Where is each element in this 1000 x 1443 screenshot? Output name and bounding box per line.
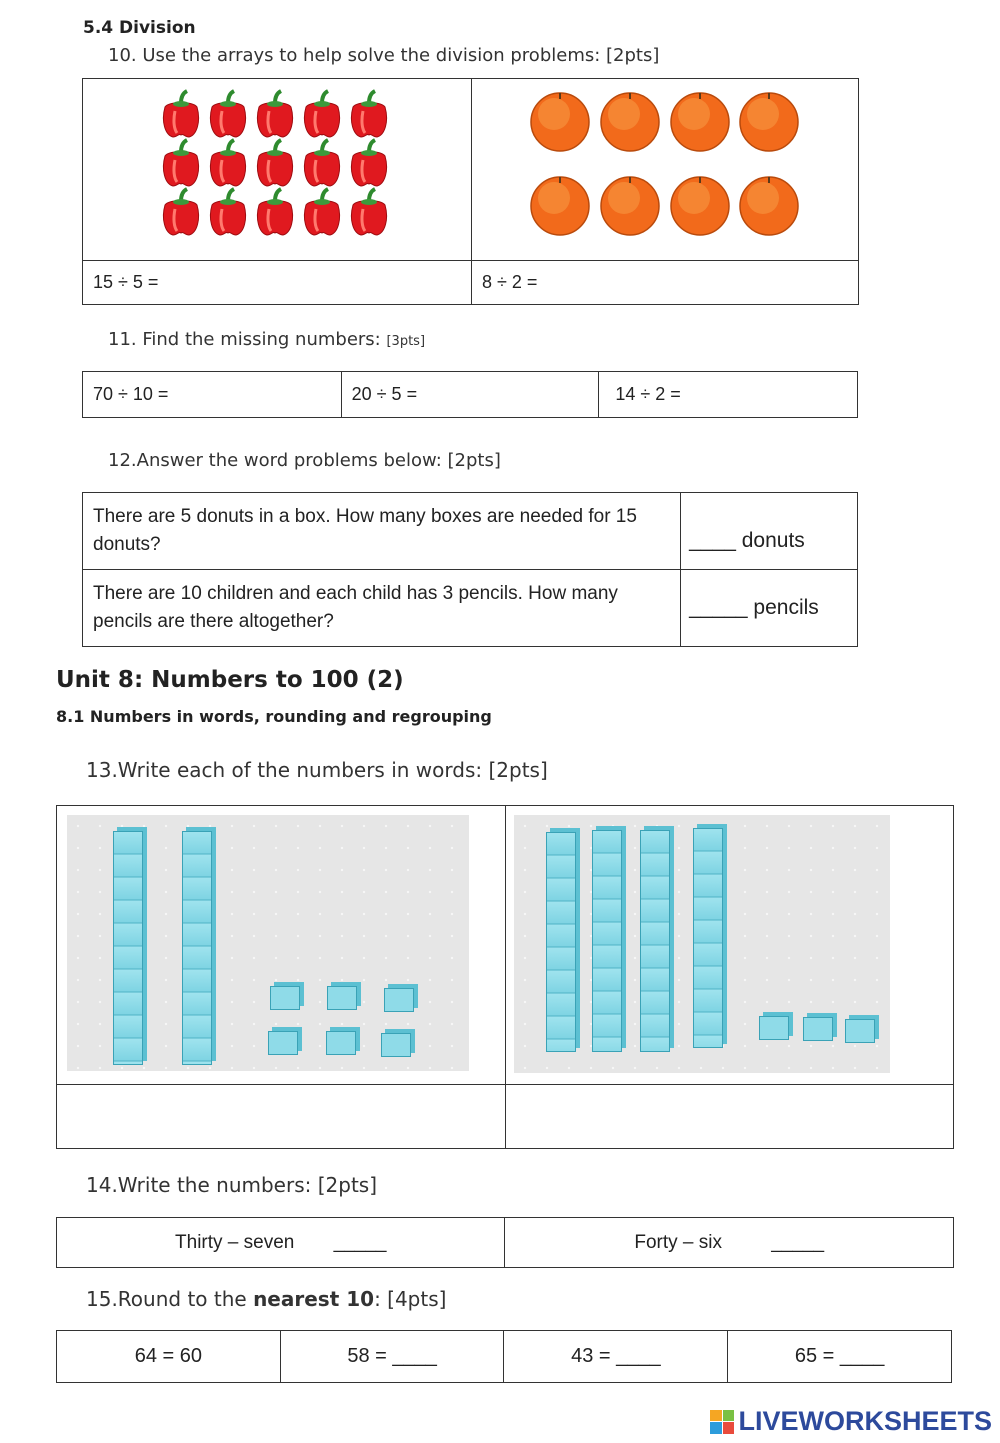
q10-right-equation[interactable]: 8 ÷ 2 =: [472, 261, 859, 305]
brand-name: LIVEWORKSHEETS: [738, 1406, 992, 1436]
write-number-cell[interactable]: [505, 1218, 954, 1268]
q12-prompt: 12.Answer the word problems below: [2pts]: [108, 450, 501, 471]
liveworksheets-logo[interactable]: [710, 1406, 992, 1437]
base-ten-blocks-26: [67, 815, 469, 1071]
q11-prompt-text: 11. Find the missing numbers:: [108, 329, 387, 350]
section-title: 5.4 Division: [83, 18, 196, 38]
one-cube: [327, 986, 357, 1010]
unit-subtitle: 8.1 Numbers in words, rounding and regrouping: [56, 707, 492, 726]
one-cube: [326, 1031, 356, 1055]
base-ten-blocks-43: [514, 815, 890, 1073]
one-cube: [384, 988, 414, 1012]
answer-blank[interactable]: _____: [333, 1231, 387, 1253]
q11-table: [82, 371, 858, 418]
q11-prompt: [108, 329, 425, 350]
q15-prompt-bold: nearest 10: [253, 1287, 375, 1311]
pepper-array-cell: [83, 79, 472, 261]
one-cube: [759, 1016, 789, 1040]
q13-prompt: 13.Write each of the numbers in words: [2pts]: [86, 758, 548, 782]
q15-prompt: [86, 1287, 446, 1311]
pepper-rows: [163, 91, 386, 235]
number-words-answer-left[interactable]: [57, 1085, 506, 1149]
one-cube: [268, 1031, 298, 1055]
word-problem-answer[interactable]: _____ pencils: [681, 570, 858, 647]
one-cube: [845, 1019, 875, 1043]
one-cube: [270, 986, 300, 1010]
word-problem-question: There are 10 children and each child has 3 pencils. How many pencils are there altogether?: [83, 570, 681, 647]
round-cell[interactable]: 64 = 60: [57, 1331, 281, 1383]
q11-cell[interactable]: 14 ÷ 2 =: [599, 372, 858, 418]
round-cell[interactable]: 43 = ____: [504, 1331, 728, 1383]
q14-table: [56, 1217, 954, 1268]
q15-prompt-a: 15.Round to the: [86, 1287, 254, 1311]
answer-blank[interactable]: _____: [771, 1231, 825, 1253]
orange-array: [472, 79, 858, 260]
round-cell[interactable]: 65 = ____: [728, 1331, 952, 1383]
write-number-cell[interactable]: [57, 1218, 505, 1268]
number-word: Thirty – seven: [175, 1231, 295, 1253]
ten-rod: [592, 830, 622, 1052]
q12-table: [82, 492, 858, 647]
ten-rod: [693, 828, 723, 1048]
q11-cell[interactable]: 70 ÷ 10 =: [83, 372, 342, 418]
orange-array-cell: [472, 79, 859, 261]
number-word: Forty – six: [634, 1231, 722, 1253]
word-problem-question: There are 5 donuts in a box. How many boxes are needed for 15 donuts?: [83, 493, 681, 570]
q15-prompt-c: : [4pts]: [374, 1287, 447, 1311]
unit-title: Unit 8: Numbers to 100 (2): [56, 667, 404, 693]
logo-mark-icon: [710, 1410, 734, 1434]
q10-table: [82, 78, 859, 305]
word-problem-answer[interactable]: ____ donuts: [681, 493, 858, 570]
q14-prompt: 14.Write the numbers: [2pts]: [86, 1173, 378, 1197]
ten-rod: [113, 831, 143, 1065]
pepper-array: [83, 79, 471, 260]
ten-rod: [546, 832, 576, 1052]
q10-left-equation[interactable]: 15 ÷ 5 =: [83, 261, 472, 305]
q10-prompt: 10. Use the arrays to help solve the division problems: [2pts]: [108, 45, 660, 66]
one-cube: [381, 1033, 411, 1057]
round-cell[interactable]: 58 = ____: [280, 1331, 504, 1383]
q11-points: [3pts]: [386, 334, 426, 349]
ten-rod: [640, 830, 670, 1052]
q15-table: [56, 1330, 952, 1383]
q11-cell[interactable]: 20 ÷ 5 =: [341, 372, 599, 418]
one-cube: [803, 1017, 833, 1041]
number-words-answer-right[interactable]: [505, 1085, 954, 1149]
ten-rod: [182, 831, 212, 1065]
